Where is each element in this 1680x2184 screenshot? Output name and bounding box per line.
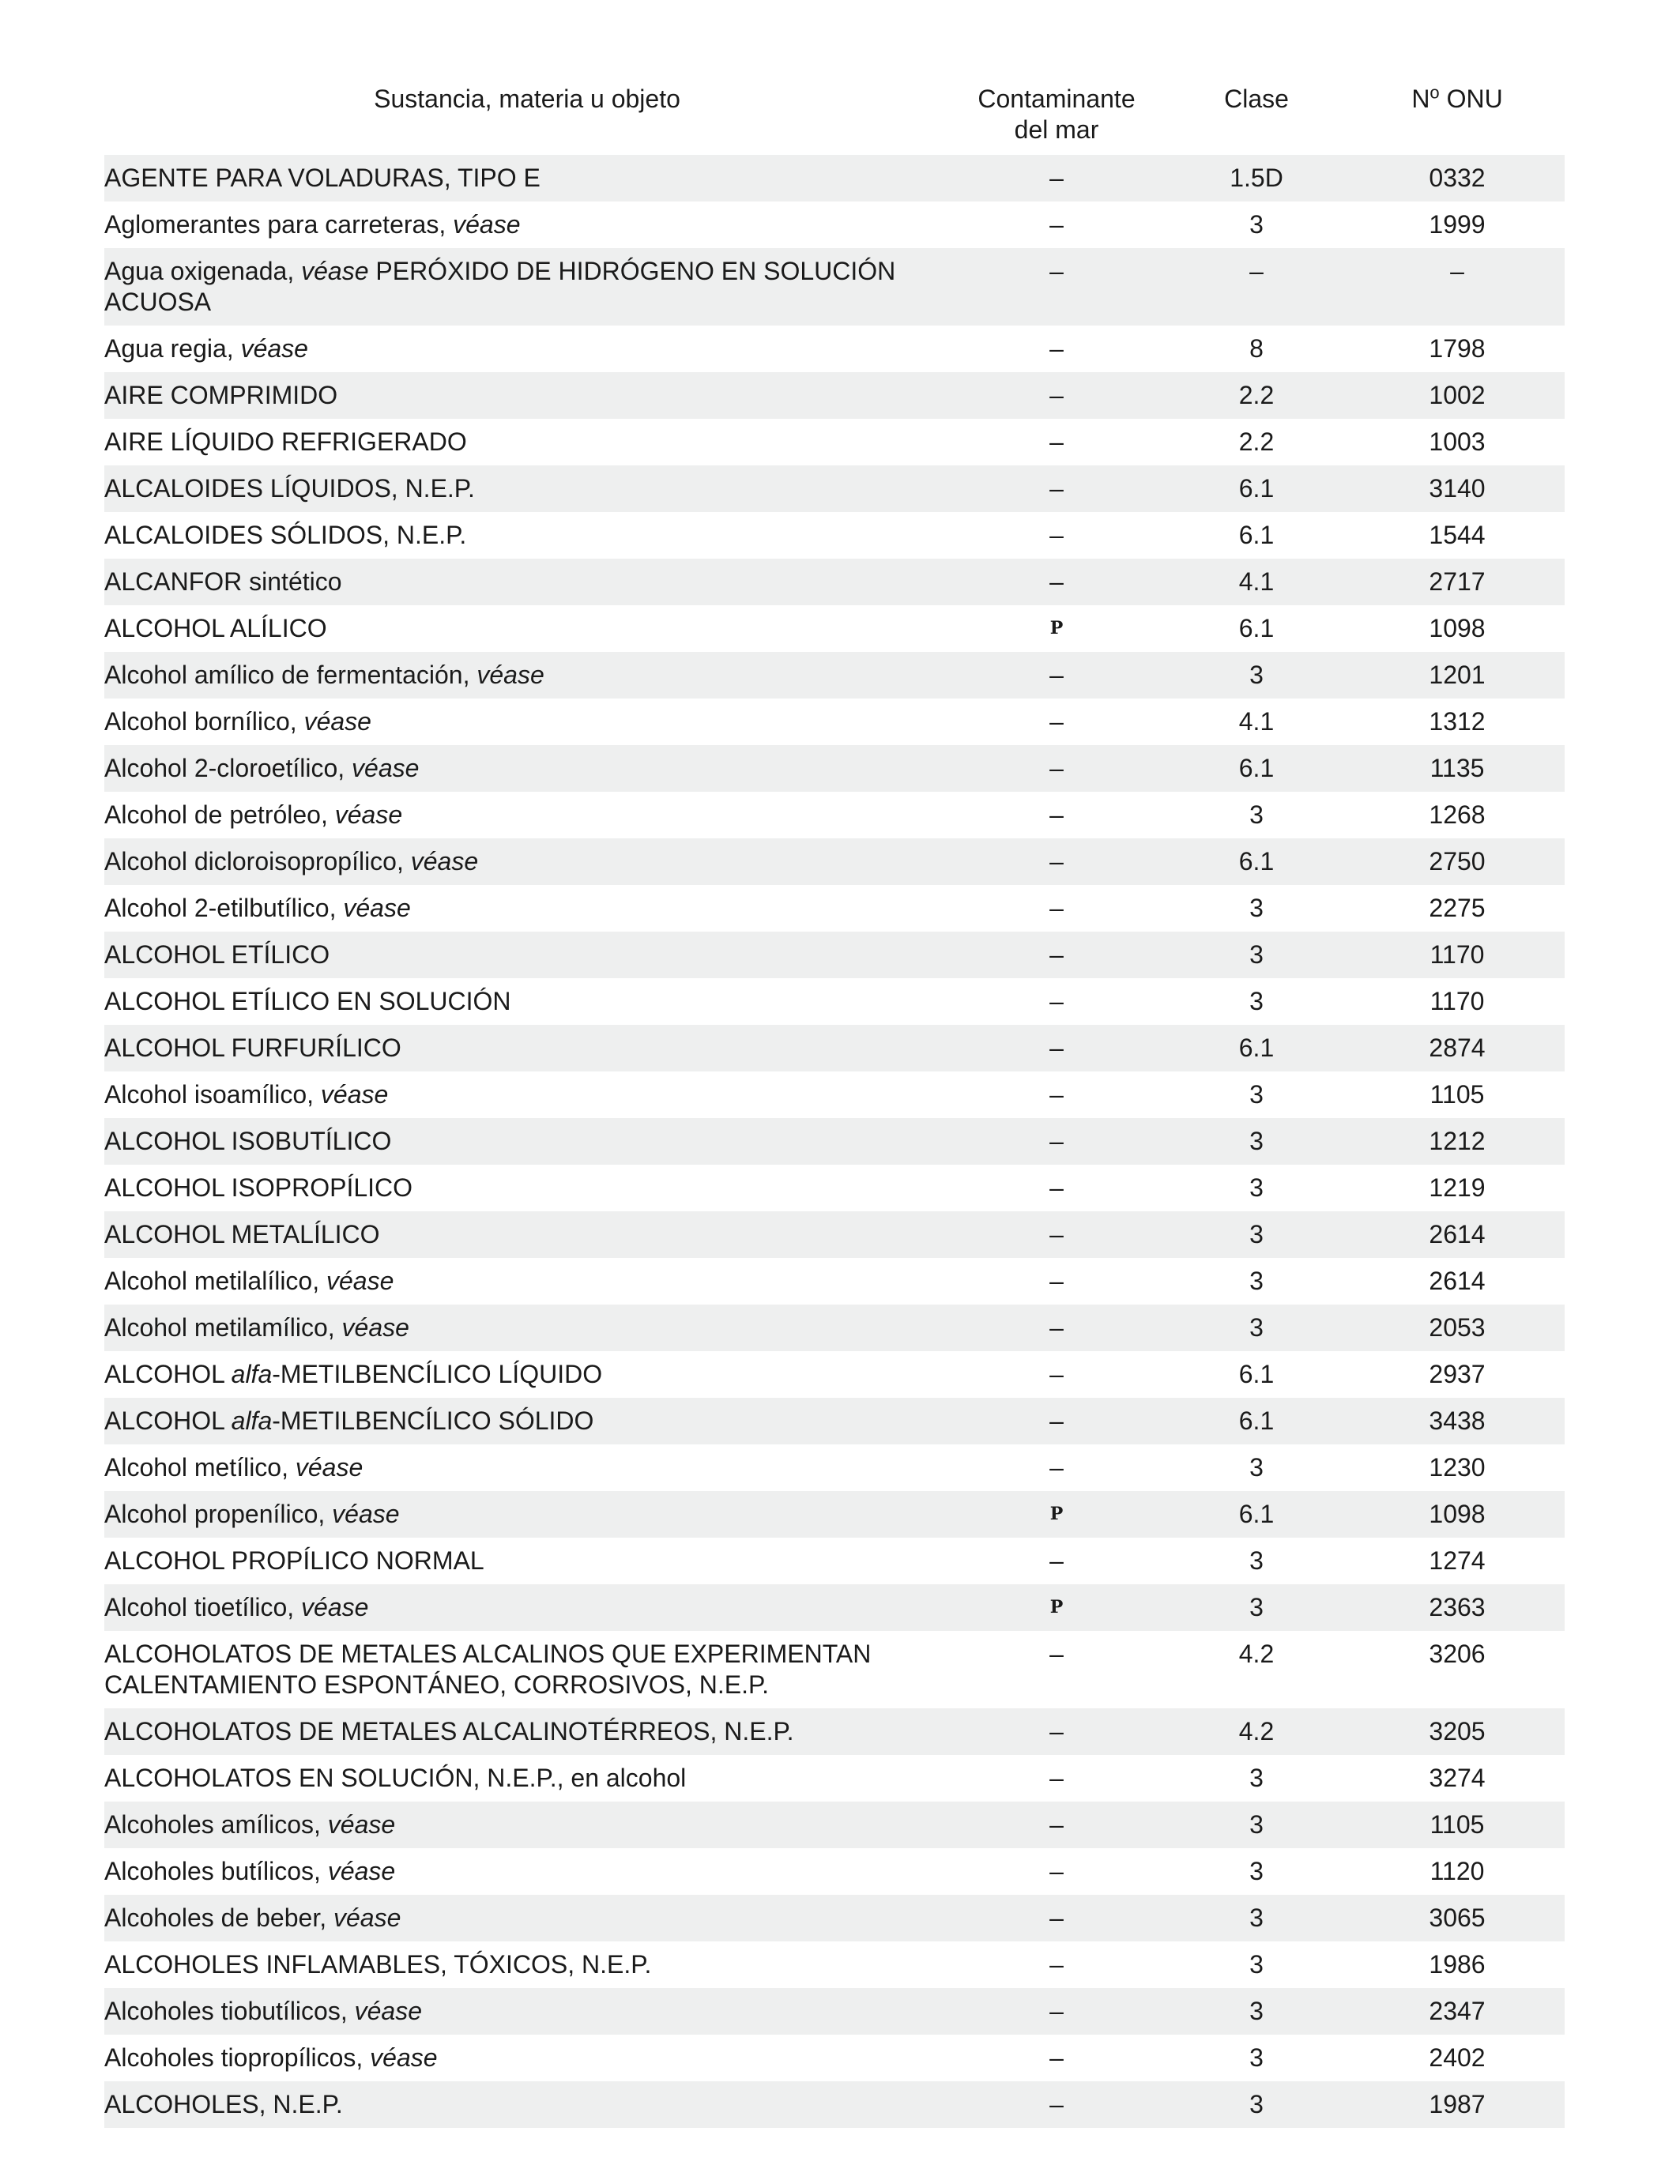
un-number-cell: 1105 [1350, 1802, 1565, 1848]
substance-name [104, 932, 950, 978]
table-row [104, 1491, 1565, 1538]
table-row [104, 1538, 1565, 1584]
class-cell: 3 [1163, 1305, 1350, 1351]
class-cell: 3 [1163, 1444, 1350, 1491]
un-number-cell: 1312 [1350, 699, 1565, 745]
class-cell: 3 [1163, 1258, 1350, 1305]
table-row [104, 1398, 1565, 1444]
name-italic-segment: véase [320, 1080, 389, 1109]
table-row [104, 1895, 1565, 1941]
name-segment: ALCOHOL ISOPROPÍLICO [104, 1173, 413, 1202]
class-cell: 6.1 [1163, 512, 1350, 559]
marine-pollutant-cell: – [950, 699, 1163, 745]
substance-name [104, 1305, 950, 1351]
substance-name [104, 201, 950, 248]
table-row [104, 1211, 1565, 1258]
marine-pollutant-cell: – [950, 248, 1163, 326]
marine-pollutant-cell: – [950, 652, 1163, 699]
name-segment: Alcohol dicloroisopropílico, [104, 847, 411, 875]
marine-pollutant-cell: – [950, 1351, 1163, 1398]
name-segment: Alcohol amílico de fermentación, [104, 661, 477, 689]
class-cell: 8 [1163, 326, 1350, 372]
header-un-number [1350, 77, 1565, 155]
class-cell: 3 [1163, 1848, 1350, 1895]
table-row [104, 419, 1565, 465]
class-cell: 3 [1163, 201, 1350, 248]
class-cell: 3 [1163, 1211, 1350, 1258]
class-cell: 3 [1163, 2081, 1350, 2128]
un-number-cell: – [1350, 248, 1565, 326]
un-number-cell: 1170 [1350, 978, 1565, 1025]
un-number-cell: 2275 [1350, 885, 1565, 932]
table-body [104, 155, 1565, 2128]
substance-name [104, 465, 950, 512]
class-cell: 3 [1163, 1941, 1350, 1988]
un-number-cell: 1098 [1350, 605, 1565, 652]
un-number-cell: 1120 [1350, 1848, 1565, 1895]
header-un-suffix: ONU [1439, 85, 1503, 113]
un-number-cell: 3206 [1350, 1631, 1565, 1708]
substance-name [104, 419, 950, 465]
name-segment: -METILBENCÍLICO SÓLIDO [272, 1406, 594, 1435]
marine-pollutant-cell: P [950, 605, 1163, 652]
table-row [104, 2035, 1565, 2081]
name-segment: Alcohol 2-cloroetílico, [104, 754, 352, 782]
name-segment: ALCOHOL [104, 1406, 232, 1435]
un-number-cell: 2874 [1350, 1025, 1565, 1071]
substance-name [104, 2081, 950, 2128]
un-number-cell: 1201 [1350, 652, 1565, 699]
table-row [104, 652, 1565, 699]
table-row [104, 326, 1565, 372]
name-segment: ALCOHOLATOS DE METALES ALCALINOS QUE EXPERIMENTAN CALENTAMIENTO ESPONTÁNEO, CORROSIVOS, N.E.P. [104, 1640, 872, 1699]
table-row [104, 699, 1565, 745]
un-number-cell: 1212 [1350, 1118, 1565, 1165]
marine-pollutant-cell: – [950, 1398, 1163, 1444]
un-number-cell: 1268 [1350, 792, 1565, 838]
table-row [104, 372, 1565, 419]
class-cell: 6.1 [1163, 1025, 1350, 1071]
name-italic-segment: véase [326, 1267, 394, 1295]
name-italic-segment: véase [370, 2043, 438, 2072]
un-number-cell: 2717 [1350, 559, 1565, 605]
marine-pollutant-cell: – [950, 1118, 1163, 1165]
table-row [104, 1988, 1565, 2035]
class-cell: 4.1 [1163, 699, 1350, 745]
class-cell: 2.2 [1163, 419, 1350, 465]
class-cell: 3 [1163, 1118, 1350, 1165]
header-un-sup: o [1430, 82, 1440, 103]
class-cell: 4.1 [1163, 559, 1350, 605]
substance-name [104, 1988, 950, 2035]
un-number-cell: 3140 [1350, 465, 1565, 512]
marine-pollutant-cell: – [950, 465, 1163, 512]
name-segment: ALCOHOLATOS EN SOLUCIÓN, N.E.P., en alcohol [104, 1764, 687, 1792]
un-number-cell: 1999 [1350, 201, 1565, 248]
name-segment: Alcohol tioetílico, [104, 1593, 302, 1621]
name-italic-segment: véase [354, 1997, 422, 2025]
class-cell: 4.2 [1163, 1631, 1350, 1708]
name-segment: Agua oxigenada, [104, 257, 302, 285]
un-number-cell: 1170 [1350, 932, 1565, 978]
marine-pollutant-cell: – [950, 2035, 1163, 2081]
table-row [104, 1071, 1565, 1118]
name-segment: AGENTE PARA VOLADURAS, TIPO E [104, 164, 541, 192]
marine-pollutant-cell: – [950, 201, 1163, 248]
name-segment: Aglomerantes para carreteras, [104, 210, 454, 239]
table-row [104, 465, 1565, 512]
marine-pollutant-cell: – [950, 1895, 1163, 1941]
header-class: Clase [1224, 85, 1289, 113]
marine-pollutant-cell: P [950, 1491, 1163, 1538]
name-italic-segment: véase [477, 661, 544, 689]
substance-name [104, 838, 950, 885]
substance-name [104, 1895, 950, 1941]
substance-name [104, 652, 950, 699]
name-segment: Agua regia, [104, 334, 241, 363]
header-pollutant: Contaminante del mar [977, 85, 1136, 144]
substance-name [104, 326, 950, 372]
un-number-cell: 2402 [1350, 2035, 1565, 2081]
name-segment: ALCOHOL ALÍLICO [104, 614, 327, 642]
marine-pollutant-cell: P [950, 1584, 1163, 1631]
substance-name [104, 1848, 950, 1895]
substance-name [104, 1258, 950, 1305]
un-number-cell: 1002 [1350, 372, 1565, 419]
header-substance: Sustancia, materia u objeto [374, 85, 680, 113]
table-row [104, 2081, 1565, 2128]
table-row [104, 838, 1565, 885]
class-cell: 3 [1163, 932, 1350, 978]
name-italic-segment: véase [410, 847, 479, 875]
table-row [104, 1351, 1565, 1398]
marine-pollutant-cell: – [950, 419, 1163, 465]
marine-pollutant-cell: – [950, 1988, 1163, 2035]
name-segment: Alcohol 2-etilbutílico, [104, 894, 344, 922]
un-number-cell: 3274 [1350, 1755, 1565, 1802]
class-cell: 3 [1163, 1895, 1350, 1941]
class-cell: 3 [1163, 1071, 1350, 1118]
class-cell: 6.1 [1163, 605, 1350, 652]
class-cell: 3 [1163, 2035, 1350, 2081]
un-number-cell: 1986 [1350, 1941, 1565, 1988]
un-number-cell: 0332 [1350, 155, 1565, 201]
name-italic-segment: véase [327, 1810, 396, 1839]
class-cell: – [1163, 248, 1350, 326]
table-row [104, 1848, 1565, 1895]
marine-pollutant-cell: – [950, 745, 1163, 792]
name-segment: ALCOHOL ISOBUTÍLICO [104, 1127, 392, 1155]
name-segment: Alcoholes tiobutílicos, [104, 1997, 355, 2025]
marine-pollutant-cell: – [950, 1941, 1163, 1988]
marine-pollutant-cell: – [950, 1802, 1163, 1848]
name-segment: Alcohol metilalílico, [104, 1267, 326, 1295]
name-segment: ALCOHOL ETÍLICO EN SOLUCIÓN [104, 987, 511, 1015]
substance-name [104, 2035, 950, 2081]
marine-pollutant-cell: – [950, 1165, 1163, 1211]
substance-name [104, 1351, 950, 1398]
name-segment: Alcohol isoamílico, [104, 1080, 321, 1109]
name-italic-segment: véase [334, 800, 403, 829]
header-row [104, 77, 1565, 155]
name-italic-segment: véase [341, 1313, 409, 1342]
class-cell: 3 [1163, 792, 1350, 838]
name-italic-segment: véase [332, 1500, 400, 1528]
marine-pollutant-cell: – [950, 1025, 1163, 1071]
name-segment: ALCOHOLES INFLAMABLES, TÓXICOS, N.E.P. [104, 1950, 652, 1979]
marine-pollutant-cell: – [950, 372, 1163, 419]
marine-pollutant-cell: – [950, 2081, 1163, 2128]
substance-name [104, 1398, 950, 1444]
name-italic-segment: véase [453, 210, 521, 239]
name-segment: -METILBENCÍLICO LÍQUIDO [272, 1360, 603, 1388]
name-italic-segment: véase [343, 894, 411, 922]
un-number-cell: 3065 [1350, 1895, 1565, 1941]
un-number-cell: 2363 [1350, 1584, 1565, 1631]
substance-name [104, 1165, 950, 1211]
name-segment: Alcoholes amílicos, [104, 1810, 328, 1839]
substance-name [104, 1071, 950, 1118]
class-cell: 6.1 [1163, 465, 1350, 512]
substance-name [104, 1584, 950, 1631]
un-number-cell: 1230 [1350, 1444, 1565, 1491]
name-italic-segment: véase [333, 1903, 401, 1932]
class-cell: 6.1 [1163, 1398, 1350, 1444]
name-segment: ALCOHOL PROPÍLICO NORMAL [104, 1546, 484, 1575]
un-number-cell: 3438 [1350, 1398, 1565, 1444]
name-italic-segment: véase [301, 257, 369, 285]
table-row [104, 1584, 1565, 1631]
marine-pollutant-cell: – [950, 1258, 1163, 1305]
name-segment: Alcoholes butílicos, [104, 1857, 328, 1885]
table-row [104, 1305, 1565, 1351]
table-row [104, 559, 1565, 605]
class-cell: 3 [1163, 978, 1350, 1025]
substance-name [104, 1444, 950, 1491]
substance-name [104, 1491, 950, 1538]
name-segment: Alcoholes tiopropílicos, [104, 2043, 371, 2072]
table-row [104, 1165, 1565, 1211]
substance-name [104, 248, 950, 326]
class-cell: 3 [1163, 652, 1350, 699]
substance-name [104, 605, 950, 652]
substance-name [104, 1118, 950, 1165]
name-segment: ALCOHOL ETÍLICO [104, 940, 330, 969]
class-cell: 3 [1163, 1165, 1350, 1211]
un-number-cell: 1544 [1350, 512, 1565, 559]
un-number-cell: 2750 [1350, 838, 1565, 885]
name-segment: Alcohol metilamílico, [104, 1313, 342, 1342]
un-number-cell: 1098 [1350, 1491, 1565, 1538]
substance-name [104, 699, 950, 745]
class-cell: 3 [1163, 1802, 1350, 1848]
un-number-cell: 1135 [1350, 745, 1565, 792]
name-italic-segment: véase [352, 754, 420, 782]
substance-name [104, 978, 950, 1025]
name-segment: ALCOHOL FURFURÍLICO [104, 1034, 401, 1062]
substance-name [104, 885, 950, 932]
un-number-cell: 1219 [1350, 1165, 1565, 1211]
class-cell: 6.1 [1163, 1351, 1350, 1398]
name-segment: ALCOHOL [104, 1360, 232, 1388]
table-row [104, 1802, 1565, 1848]
un-number-cell: 2614 [1350, 1211, 1565, 1258]
table-header [104, 77, 1565, 155]
name-italic-segment: véase [301, 1593, 369, 1621]
substance-name [104, 1708, 950, 1755]
class-cell: 3 [1163, 1755, 1350, 1802]
class-cell: 3 [1163, 1538, 1350, 1584]
table-row [104, 512, 1565, 559]
name-segment: ALCALOIDES LÍQUIDOS, N.E.P. [104, 474, 475, 503]
substance-name [104, 1941, 950, 1988]
un-number-cell: 1105 [1350, 1071, 1565, 1118]
table-row [104, 1444, 1565, 1491]
un-number-cell: 1987 [1350, 2081, 1565, 2128]
marine-pollutant-cell: – [950, 1631, 1163, 1708]
name-segment: Alcohol propenílico, [104, 1500, 333, 1528]
marine-pollutant-cell: – [950, 326, 1163, 372]
table-row [104, 1118, 1565, 1165]
name-segment: ALCALOIDES SÓLIDOS, N.E.P. [104, 521, 467, 549]
marine-pollutant-cell: – [950, 1071, 1163, 1118]
marine-pollutant-cell: – [950, 792, 1163, 838]
un-number-cell: 1003 [1350, 419, 1565, 465]
table-row [104, 1631, 1565, 1708]
table-row [104, 155, 1565, 201]
name-segment: ALCOHOLES, N.E.P. [104, 2090, 343, 2118]
class-cell: 2.2 [1163, 372, 1350, 419]
marine-pollutant-cell: – [950, 1708, 1163, 1755]
name-italic-segment: véase [303, 707, 371, 736]
un-number-cell: 3205 [1350, 1708, 1565, 1755]
name-segment: AIRE LÍQUIDO REFRIGERADO [104, 427, 467, 456]
name-segment: PERÓXIDO DE HIDRÓGENO EN SOLUCIÓN ACUOSA [104, 257, 896, 316]
marine-pollutant-cell: – [950, 885, 1163, 932]
class-cell: 6.1 [1163, 838, 1350, 885]
class-cell: 6.1 [1163, 1491, 1350, 1538]
name-segment: Alcohol bornílico, [104, 707, 304, 736]
name-italic-segment: véase [327, 1857, 396, 1885]
class-cell: 3 [1163, 1584, 1350, 1631]
substance-name [104, 1211, 950, 1258]
un-number-cell: 1798 [1350, 326, 1565, 372]
marine-pollutant-cell: – [950, 1848, 1163, 1895]
substance-name [104, 745, 950, 792]
table-row [104, 1755, 1565, 1802]
substance-name [104, 1631, 950, 1708]
substance-name [104, 155, 950, 201]
un-number-cell: 2053 [1350, 1305, 1565, 1351]
class-cell: 6.1 [1163, 745, 1350, 792]
un-number-cell: 2614 [1350, 1258, 1565, 1305]
table-row [104, 1941, 1565, 1988]
marine-pollutant-cell: – [950, 838, 1163, 885]
table-row [104, 1708, 1565, 1755]
table-row [104, 248, 1565, 326]
table-row [104, 745, 1565, 792]
header-un-prefix: N [1411, 85, 1430, 113]
name-italic-segment: véase [295, 1453, 363, 1482]
name-segment: Alcohol metílico, [104, 1453, 296, 1482]
table-row [104, 885, 1565, 932]
table-row [104, 1258, 1565, 1305]
marine-pollutant-cell: – [950, 1305, 1163, 1351]
marine-pollutant-cell: – [950, 512, 1163, 559]
marine-pollutant-cell: – [950, 1444, 1163, 1491]
un-number-cell: 2937 [1350, 1351, 1565, 1398]
class-cell: 3 [1163, 1988, 1350, 2035]
marine-pollutant-cell: – [950, 559, 1163, 605]
name-segment: ALCOHOL METALÍLICO [104, 1220, 380, 1248]
table-row [104, 932, 1565, 978]
substance-name [104, 1755, 950, 1802]
class-cell: 1.5D [1163, 155, 1350, 201]
marine-pollutant-cell: – [950, 1211, 1163, 1258]
marine-pollutant-cell: – [950, 155, 1163, 201]
substance-name [104, 1802, 950, 1848]
table-row [104, 605, 1565, 652]
class-cell: 3 [1163, 885, 1350, 932]
table-row [104, 1025, 1565, 1071]
table-row [104, 201, 1565, 248]
substance-name [104, 372, 950, 419]
name-segment: Alcohol de petróleo, [104, 800, 335, 829]
substance-name [104, 792, 950, 838]
table-row [104, 978, 1565, 1025]
un-number-cell: 2347 [1350, 1988, 1565, 2035]
substance-name [104, 1538, 950, 1584]
marine-pollutant-cell: – [950, 932, 1163, 978]
substance-name [104, 1025, 950, 1071]
substance-name [104, 559, 950, 605]
name-italic-segment: alfa [231, 1360, 273, 1388]
name-italic-segment: véase [240, 334, 308, 363]
table-row [104, 792, 1565, 838]
name-segment: ALCANFOR sintético [104, 567, 342, 596]
substance-table [104, 77, 1565, 2128]
name-segment: ALCOHOLATOS DE METALES ALCALINOTÉRREOS, N.E.P. [104, 1717, 794, 1745]
un-number-cell: 1274 [1350, 1538, 1565, 1584]
class-cell: 4.2 [1163, 1708, 1350, 1755]
marine-pollutant-cell: – [950, 1538, 1163, 1584]
substance-name [104, 512, 950, 559]
name-italic-segment: alfa [231, 1406, 273, 1435]
marine-pollutant-cell: – [950, 978, 1163, 1025]
marine-pollutant-cell: – [950, 1755, 1163, 1802]
name-segment: Alcoholes de beber, [104, 1903, 333, 1932]
name-segment: AIRE COMPRIMIDO [104, 381, 338, 409]
